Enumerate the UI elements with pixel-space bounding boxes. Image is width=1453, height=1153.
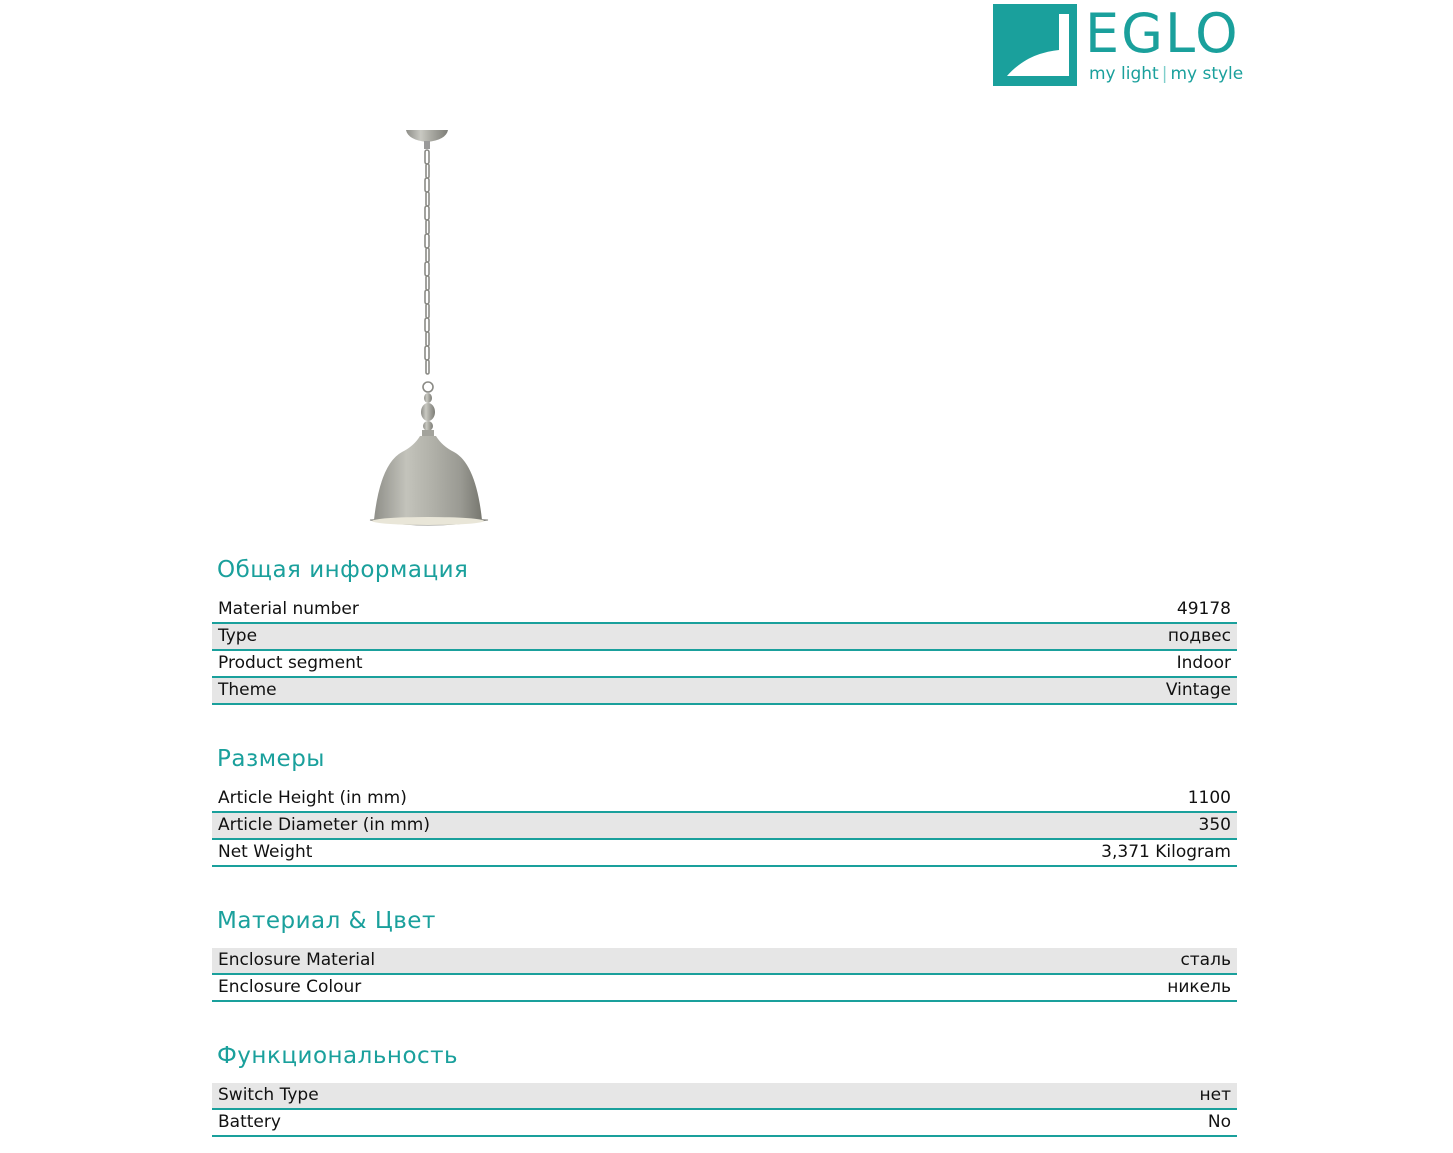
row-label: Enclosure Colour (218, 977, 362, 997)
spec-table-functionality (212, 1083, 1237, 1137)
row-label: Switch Type (218, 1085, 319, 1105)
row-label: Article Height (in mm) (218, 788, 407, 808)
table-row (212, 840, 1237, 867)
row-value: нет (1199, 1085, 1231, 1105)
tagline-left: my light (1089, 64, 1159, 84)
row-value: 350 (1198, 815, 1231, 835)
row-label: Product segment (218, 653, 363, 673)
product-image (360, 128, 500, 532)
row-value: никель (1167, 977, 1231, 997)
brand-tagline (1089, 64, 1243, 84)
table-row (212, 1083, 1237, 1110)
eglo-logo-icon (993, 4, 1077, 86)
table-row (212, 786, 1237, 813)
spec-table-general (212, 597, 1237, 705)
row-value: Vintage (1165, 680, 1231, 700)
row-label: Enclosure Material (218, 950, 376, 970)
row-value: Indoor (1176, 653, 1231, 673)
table-row (212, 624, 1237, 651)
brand-name: EGLO (1085, 2, 1240, 65)
table-row (212, 597, 1237, 624)
row-label: Theme (218, 680, 277, 700)
table-row (212, 813, 1237, 840)
table-row (212, 678, 1237, 705)
row-value: 49178 (1176, 599, 1231, 619)
row-label: Article Diameter (in mm) (218, 815, 430, 835)
row-value: No (1207, 1112, 1231, 1132)
row-value: сталь (1180, 950, 1231, 970)
row-label: Type (218, 626, 258, 646)
section-title-general: Общая информация (217, 557, 469, 583)
row-label: Net Weight (218, 842, 313, 862)
spec-table-dimensions (212, 786, 1237, 867)
section-title-functionality: Функциональность (217, 1043, 459, 1069)
section-title-material: Материал & Цвет (217, 908, 436, 934)
row-value: подвес (1167, 626, 1231, 646)
tagline-right: my style (1170, 64, 1244, 84)
spec-table-material (212, 948, 1237, 1002)
table-row (212, 948, 1237, 975)
table-row (212, 651, 1237, 678)
table-row (212, 1110, 1237, 1137)
tagline-separator: | (1161, 64, 1168, 84)
brand-logo (993, 4, 1243, 88)
section-title-dimensions: Размеры (217, 746, 325, 772)
table-row (212, 975, 1237, 1002)
row-value: 1100 (1187, 788, 1231, 808)
row-value: 3,371 Kilogram (1101, 842, 1231, 862)
row-label: Battery (218, 1112, 281, 1132)
row-label: Material number (218, 599, 359, 619)
